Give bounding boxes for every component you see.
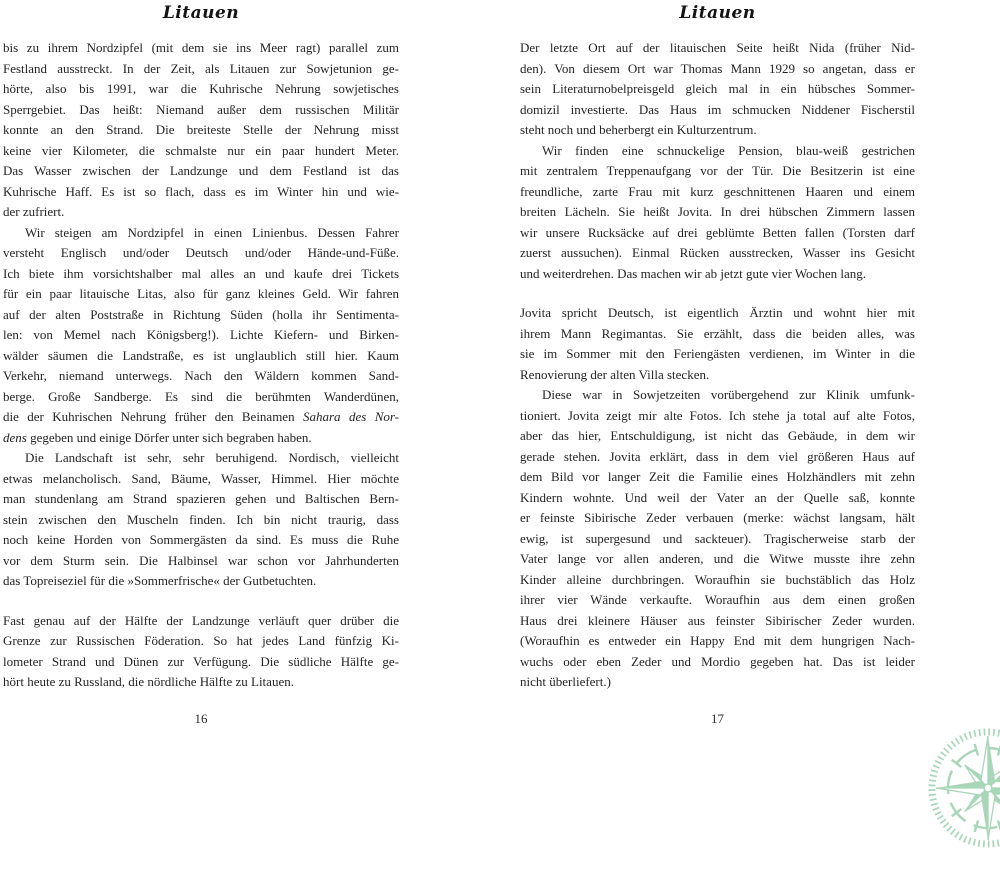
text-line: hört heute zu Russland, die nördliche Hälfte zu Litauen. (3, 674, 294, 689)
page-number-right: 17 (711, 711, 724, 726)
text-line: und weiterdrehen. Das machen wir ab jetzt gute vier Wochen lang. (520, 265, 866, 281)
text-line: berge. Große Sandberge. Es sind die berühmten Wanderdünen, (3, 388, 399, 404)
text-line: Verkehr, niemand unterwegs. Nach den Wäldern kommen Sand- (3, 368, 399, 383)
running-header-right: Litauen (679, 3, 756, 23)
text-line: ihrem Mann Regimantas. Sie erzählt, dass die beiden alles, was (520, 325, 915, 341)
text-line: Sperrgebiet. Das heißt: Niemand außer dem russischen Militär (3, 101, 399, 117)
paragraph (520, 385, 915, 693)
text-line: Renovierung der alten Villa stecken. (520, 366, 710, 382)
text-line: mit zentralem Treppenaufgang vor der Tür. Die Besitzerin ist eine (520, 163, 915, 178)
text-line: man stundenlang am Strand spazieren gehen und Baltischen Bern- (3, 491, 399, 506)
text-line: (Woraufhin es entweder ein Happy End mit dem hungrigen Nach- (520, 633, 915, 648)
text-line: auf der alten Poststraße in Richtung Süden (holla ihr Sentimenta- (3, 306, 399, 322)
publisher-logo (915, 715, 1000, 885)
text-line: Wir finden eine schnuckelige Pension, blau-weiß gestrichen (542, 142, 915, 158)
paragraph (520, 141, 915, 285)
text-line: Die Landschaft ist sehr, sehr beruhigend. Nordisch, vielleicht (25, 450, 399, 465)
text-line: konnte an den Strand. Die breiteste Stelle der Nehrung misst (3, 122, 399, 137)
text-line: dens gegeben und einige Dörfer unter sich begraben haben. (3, 429, 312, 445)
text-line: Kinder alleine durchbringen. Woraufhin sie buchstäblich das Holz (520, 571, 915, 587)
text-line: die der Kuhrischen Nehrung früher den Beinamen Sahara des Nor- (3, 409, 399, 424)
text-line: für ein paar litauische Litas, also für ganz kleines Geld. Wir fahren (3, 286, 399, 301)
text-line: das Topreiseziel für die »Sommerfrische« der Gutbetuchten. (3, 573, 317, 588)
text-line: nicht überliefert.) (520, 674, 611, 689)
page-number-left: 16 (194, 711, 208, 726)
text-line: wir unsere Rucksäcke auf drei geblümte Betten fallen (Torsten darf (520, 224, 915, 240)
text-line: sie im Sommer mit den Feriengästen verdienen, im Winter in die (520, 346, 915, 361)
text-line: Ich biete ihm vorsichtshalber mal alles an und kaufe drei Tickets (3, 265, 399, 281)
text-line: breiten Lächeln. Sie heißt Jovita. In drei hübschen Zimmern lassen (520, 204, 915, 219)
text-line: Grenze zur Russischen Föderation. So hat jedes Land fünfzig Ki- (3, 633, 399, 648)
text-line: vor dem Sturm sein. Die Halbinsel war schon vor Jahrhunderten (3, 552, 399, 568)
text-line: zuerst aussuchen). Einmal Rücken ausstrecken, Wasser ins Gesicht (520, 245, 915, 260)
text-line: etwas melancholisch. Sand, Bäume, Wasser, Himmel. Hier möchte (3, 470, 399, 486)
text-line: hörte, also bis 1991, war die Kuhrische Nehrung sowjetisches (3, 81, 399, 96)
paragraph (3, 611, 399, 693)
text-line: Jovita spricht Deutsch, ist eigentlich Ärztin und wohnt hier mit (520, 305, 915, 320)
text-line: stein zwischen den Muscheln finden. Ich bin nicht traurig, dass (3, 511, 399, 527)
text-line: Kindern wohnte. Und weil der Vater an der Quelle saß, konnte (520, 489, 915, 505)
text-line: keine vier Kilometer, die schmalste nur ein paar hundert Meter. (3, 142, 399, 158)
text-line: Wir steigen am Nordzipfel in einen Linienbus. Dessen Fahrer (25, 224, 399, 240)
text-line: Kuhrische Haff. Es ist so flach, dass es im Winter hin und wie- (3, 183, 399, 199)
text-line: len: von Memel nach Königsberg!). Lichte Kiefern- und Birken- (3, 327, 399, 342)
text-line: freundliche, zarte Frau mit kurz geschnittenen Haaren und einem (520, 183, 915, 199)
text-line: noch keine Horden von Sommergästen da sind. Es muss die Ruhe (3, 532, 399, 547)
text-line: steht noch und beherbergt ein Kulturzentrum. (520, 122, 757, 137)
text-line: Fast genau auf der Hälfte der Landzunge verläuft quer drüber die (3, 612, 399, 628)
text-line: gerade stehen. Jovita erklärt, dass in dem viel größeren Haus auf (520, 448, 915, 464)
text-line: domizil investierte. Das Haus im schmucken Niddener Fischerstil (520, 101, 915, 117)
text-line: Vater lange vor allen anderen, und die Witwe musste ihre zehn (520, 551, 915, 566)
text-line: versteht Englisch und/oder Deutsch und/oder Hände-und-Füße. (3, 245, 399, 260)
compass-rose-icon (915, 715, 1000, 885)
text-line: den). Von diesem Ort war Thomas Mann 1929 so angetan, dass er (520, 60, 915, 76)
paragraph (520, 303, 915, 385)
text-line: sein Literaturnobelpreisgeld gleich mal in ein hübsches Sommer- (520, 81, 915, 96)
text-line: Das Wasser zwischen der Landzunge und dem Festland ist das (3, 163, 399, 178)
text-line: wuchs oder eben Zeder und Mordio gegeben hat. Das ist leider (520, 653, 915, 669)
text-line: aber das hier, Entschuldigung, ist nicht das Gebäude, in dem wir (520, 428, 915, 443)
text-line: Der letzte Ort auf der litauischen Seite heißt Nida (früher Nid- (520, 40, 915, 55)
running-header-left: Litauen (162, 3, 240, 23)
text-line: ihrer vier Wände verkaufte. Woraufhin aus dem einen großen (520, 592, 915, 607)
text-line: wälder säumen die Landstraße, es ist unglaublich still hier. Kaum (3, 347, 399, 363)
text-line: lometer Strand und Dünen zur Verfügung. Die südliche Hälfte ge- (3, 653, 399, 669)
paragraph (3, 38, 399, 223)
text-line: dem Bild vor langer Zeit die Familie eines Holzhändlers mit zehn (520, 469, 915, 484)
text-line: er feinste Sibirische Zeder verbauen (merke: wächst langsam, hält (520, 510, 915, 525)
text-line: bis zu ihrem Nordzipfel (mit dem sie ins Meer ragt) parallel zum (3, 40, 399, 55)
paragraph (520, 38, 915, 141)
paragraph (3, 223, 399, 449)
text-line: ewig, ist supergesund und sackteuer). Tragischerweise starb der (520, 530, 915, 546)
paragraph (3, 448, 399, 592)
text-line: Festland ausstreckt. In der Zeit, als Litauen zur Sowjetunion ge- (3, 60, 399, 76)
text-line: der zufriert. (3, 204, 65, 219)
page-right-text (520, 38, 915, 693)
text-line: tioniert. Jovita zeigt mir alte Fotos. Ich stehe ja total auf alte Fotos, (520, 407, 915, 423)
page-left-text (3, 38, 399, 693)
text-line: Haus drei kleinere Häuser aus feinster Sibirischer Zeder wurden. (520, 612, 915, 628)
text-line: Diese war in Sowjetzeiten vorübergehend zur Klinik umfunk- (542, 387, 915, 402)
